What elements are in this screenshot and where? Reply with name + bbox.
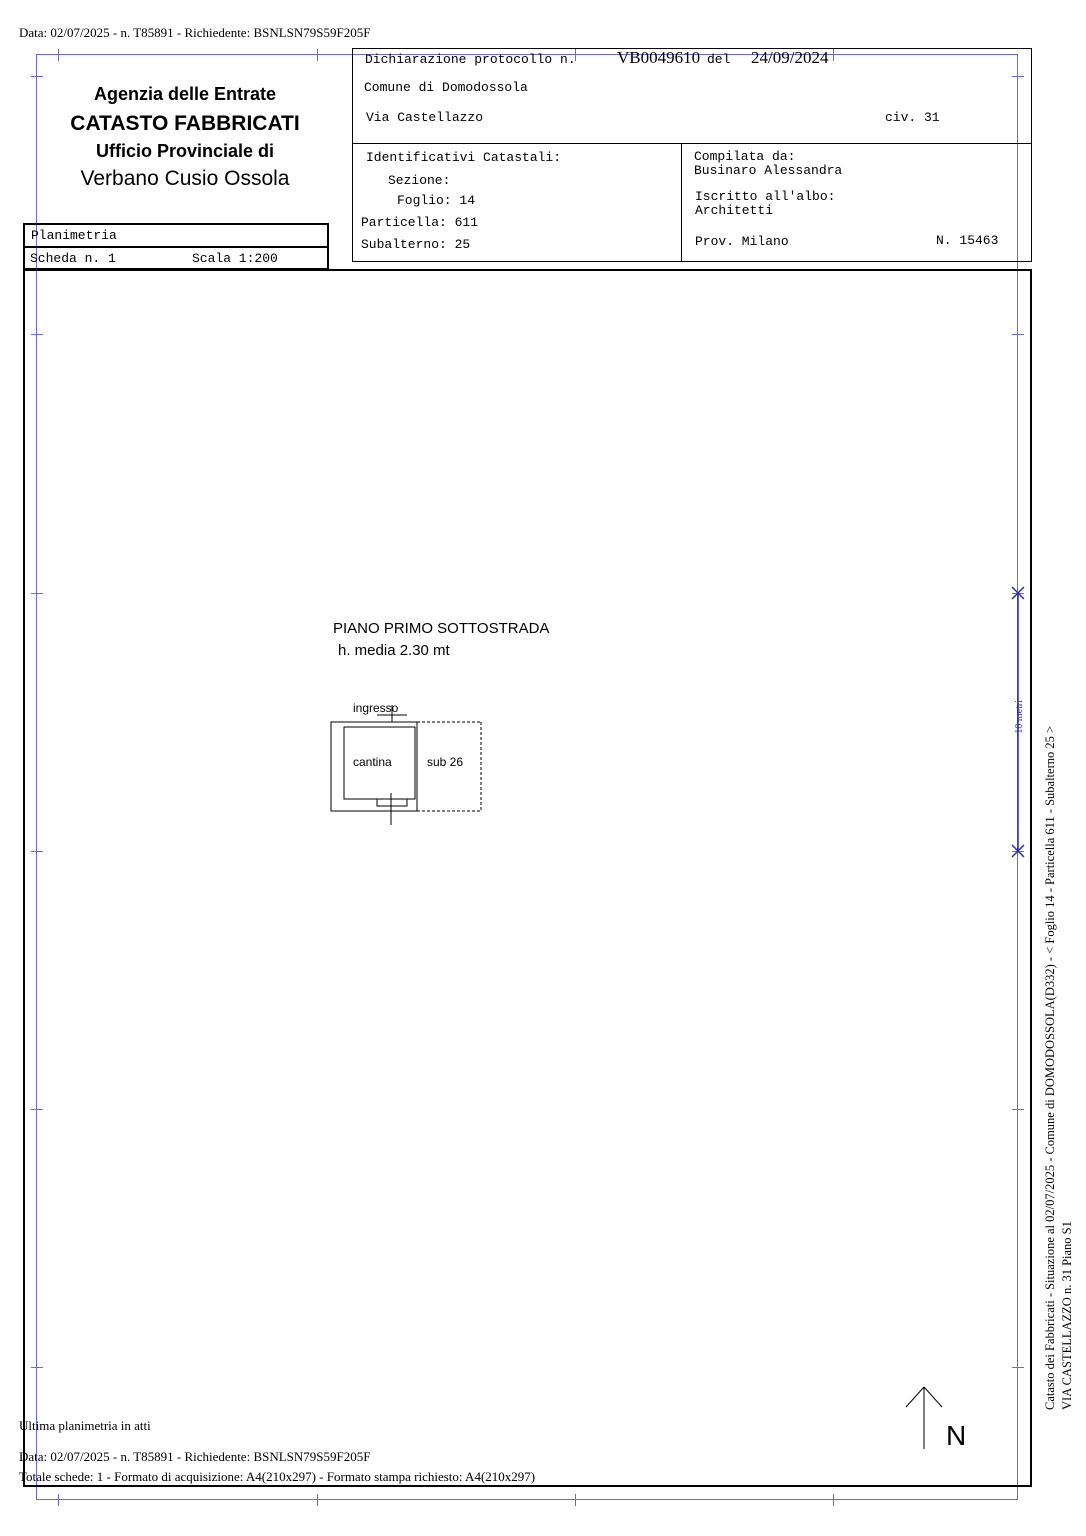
side-line-2: VIA CASTELLAZZO n. 31 Piano S1 — [1060, 1221, 1074, 1410]
label-cantina: cantina — [353, 755, 392, 769]
frame-tick — [58, 49, 59, 61]
floor-plan — [325, 695, 495, 830]
footer-ultima: Ultima planimetria in atti — [19, 1418, 151, 1433]
frame-tick — [575, 1494, 576, 1506]
frame-tick — [58, 1494, 59, 1506]
dichiarazione-label: Dichiarazione protocollo n. — [365, 52, 576, 67]
foglio: Foglio: 14 — [397, 193, 476, 208]
floor-title: PIANO PRIMO SOTTOSTRADA — [333, 620, 550, 637]
provincia-albo: Prov. Milano — [695, 234, 789, 249]
albo: Architetti — [695, 203, 774, 218]
frame-tick — [31, 76, 43, 77]
identificativi-title: Identificativi Catastali: — [366, 150, 562, 165]
protocollo-date: 24/09/2024 — [751, 48, 829, 67]
footer-totale: Totale schede: 1 - Formato di acquisizione: A4(210x297) - Formato stampa richiesto: A4(210x297) — [19, 1469, 536, 1484]
sezione: Sezione: — [388, 173, 451, 188]
frame-tick — [833, 1494, 834, 1506]
iscritto-label: Iscritto all'albo: — [695, 189, 836, 204]
agency-ufficio: Ufficio Provinciale di — [95, 141, 275, 161]
compilata-name: Businaro Alessandra — [694, 163, 843, 178]
agency-provincia: Verbano Cusio Ossola — [80, 167, 290, 190]
scheda-number: Scheda n. 1 — [30, 251, 116, 266]
floor-height: h. media 2.30 mt — [338, 642, 450, 659]
window-sill — [377, 799, 407, 806]
numero-albo: N. 15463 — [936, 233, 999, 248]
scala: Scala 1:200 — [192, 251, 278, 266]
label-sub26: sub 26 — [427, 755, 464, 769]
planimetria-label: Planimetria — [31, 228, 117, 243]
planimetria-divider — [23, 246, 329, 248]
particella: Particella: 611 — [361, 215, 479, 230]
drawing-area — [23, 269, 1032, 1487]
subalterno: Subalterno: 25 — [361, 237, 471, 252]
agency-catasto: CATASTO FABBRICATI — [70, 112, 300, 135]
via: Via Castellazzo — [366, 110, 484, 125]
north-arrow-icon — [902, 1383, 946, 1451]
top-note: Data: 02/07/2025 - n. T85891 - Richiedente: BSNLSN79S59F205F — [19, 25, 371, 40]
frame-tick — [317, 49, 318, 61]
civico: civ. 31 — [885, 110, 940, 125]
footer-data: Data: 02/07/2025 - n. T85891 - Richiedente: BSNLSN79S59F205F — [19, 1449, 371, 1464]
del-label: del — [707, 52, 731, 67]
frame-tick — [317, 1494, 318, 1506]
comune: Comune di Domodossola — [364, 80, 528, 95]
north-label: N — [946, 1420, 967, 1451]
side-info — [1042, 590, 1076, 1410]
agency-name: Agenzia delle Entrate — [93, 84, 277, 104]
frame-bottom — [36, 1499, 1018, 1500]
compilata-label: Compilata da: — [694, 149, 796, 164]
label-ingresso: ingresso — [353, 701, 399, 715]
protocollo-number: VB0049610 — [617, 48, 701, 67]
scale-bar-label: 10 metri — [1014, 700, 1025, 734]
side-line-1: Catasto dei Fabbricati - Situazione al 02/07/2025 - Comune di DOMODOSSOLA(D332) - < Foglio 14 - Particella 611 - Subalterno 25 > — [1043, 725, 1057, 1410]
